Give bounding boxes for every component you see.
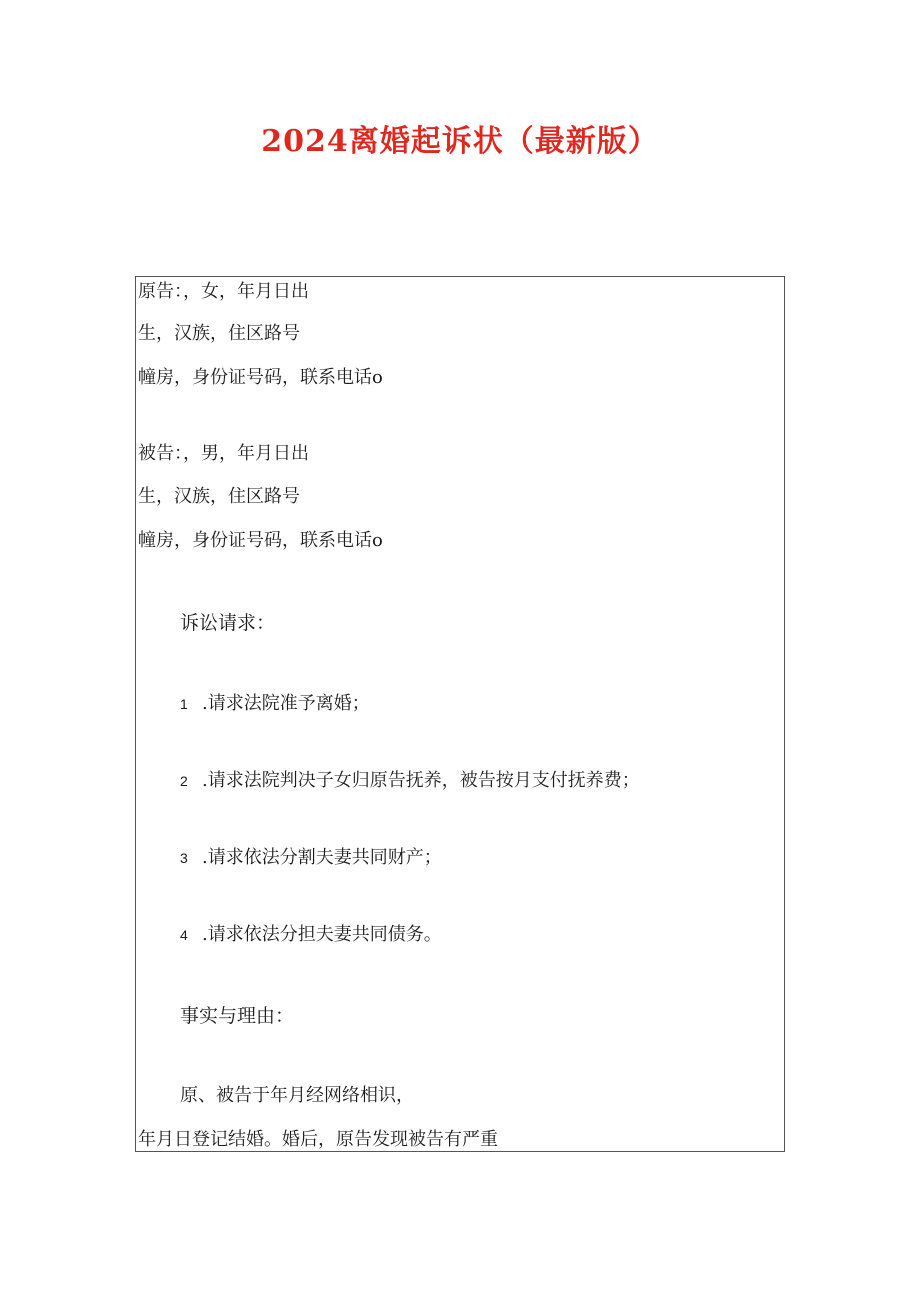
defendant-line-1: 被告：，男，年月日出 — [138, 443, 309, 464]
claim-number: 1 — [180, 696, 188, 712]
claim-text: .请求法院判决子女归原告抚养，被告按月支付抚养费； — [202, 770, 640, 791]
plaintiff-line-1: 原告：，女，年月日出 — [138, 281, 309, 302]
facts-line-2: 年月日登记结婚。婚后，原告发现被告有严重 — [138, 1129, 498, 1150]
claim-number: 2 — [180, 773, 188, 789]
claim-text: .请求依法分担夫妻共同债务。 — [202, 924, 442, 945]
facts-heading: 事实与理由： — [180, 1005, 295, 1027]
claim-item — [180, 692, 370, 716]
claim-item — [180, 846, 442, 870]
claims-heading: 诉讼请求： — [180, 612, 276, 634]
defendant-line-2: 生，汉族，住区路号 — [138, 486, 300, 507]
content-box — [135, 276, 785, 1152]
claim-number: 4 — [180, 927, 188, 943]
defendant-line-3: 幢房，身份证号码，联系电话o — [138, 530, 383, 551]
claim-text: .请求依法分割夫妻共同财产； — [202, 847, 442, 868]
claim-item — [180, 923, 442, 947]
document-title: 2024离婚起诉状（最新版） — [261, 124, 659, 159]
plaintiff-line-3: 幢房，身份证号码，联系电话o — [138, 367, 383, 388]
plaintiff-line-2: 生，汉族，住区路号 — [138, 323, 300, 344]
facts-line-1: 原、被告于年月经网络相识， — [180, 1085, 414, 1106]
claim-item — [180, 769, 640, 793]
claim-text: .请求法院准予离婚； — [202, 693, 370, 714]
claim-number: 3 — [180, 850, 188, 866]
